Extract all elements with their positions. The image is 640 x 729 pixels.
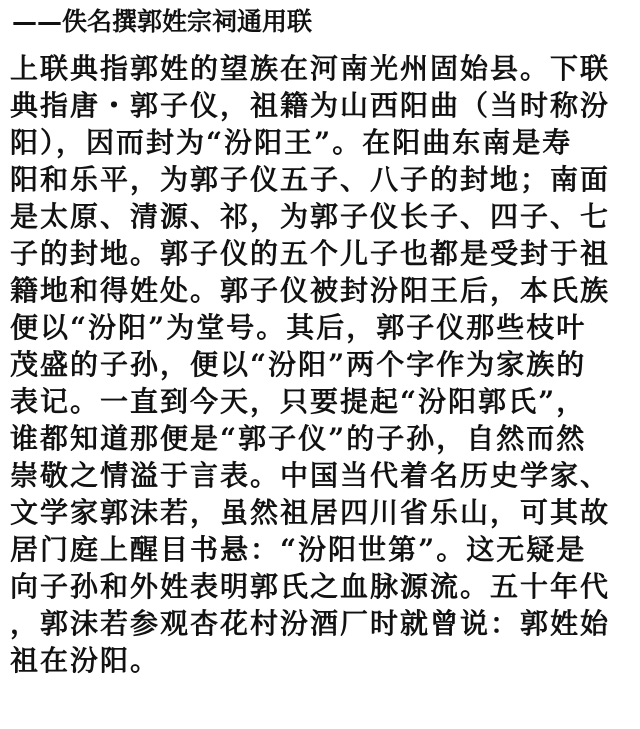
text-line: 上联典指郭姓的望族在河南光州固始县。下联 — [10, 52, 611, 85]
text-line: 文学家郭沫若，虽然祖居四川省乐山，可其故 — [10, 496, 611, 529]
text-line: 茂盛的子孙，便以“汾阳”两个字作为家族的 — [10, 348, 587, 381]
document-title: ——佚名撰郭姓宗祠通用联 — [12, 7, 313, 36]
document-body — [10, 50, 632, 679]
text-line: 阳），因而封为“汾阳王”。在阳曲东南是寿 — [10, 126, 573, 159]
text-line: 便以“汾阳”为堂号。其后，郭子仪那些枝叶 — [10, 311, 587, 344]
text-line: 崇敬之情溢于言表。中国当代着名历史学家、 — [10, 459, 611, 492]
text-line: 阳和乐平，为郭子仪五子、八子的封地；南面 — [10, 163, 611, 196]
text-line: 是太原、清源、祁，为郭子仪长子、四子、七 — [10, 200, 611, 233]
text-line: 籍地和得姓处。郭子仪被封汾阳王后，本氏族 — [10, 274, 611, 307]
text-line: ，郭沫若参观杏花村汾酒厂时就曾说：郭姓始 — [10, 607, 611, 640]
text-line: 子的封地。郭子仪的五个儿子也都是受封于祖 — [10, 237, 611, 270]
text-line: 向子孙和外姓表明郭氏之血脉源流。五十年代 — [10, 570, 611, 603]
text-line: 谁都知道那便是“郭子仪”的子孙，自然而然 — [10, 422, 587, 455]
text-line: 居门庭上醒目书悬：“汾阳世第”。这无疑是 — [10, 533, 587, 566]
text-line: 表记。一直到今天，只要提起“汾阳郭氏”， — [10, 385, 587, 418]
text-line: 典指唐・郭子仪，祖籍为山西阳曲（当时称汾 — [10, 89, 611, 122]
text-line: 祖在汾阳。 — [10, 644, 161, 677]
